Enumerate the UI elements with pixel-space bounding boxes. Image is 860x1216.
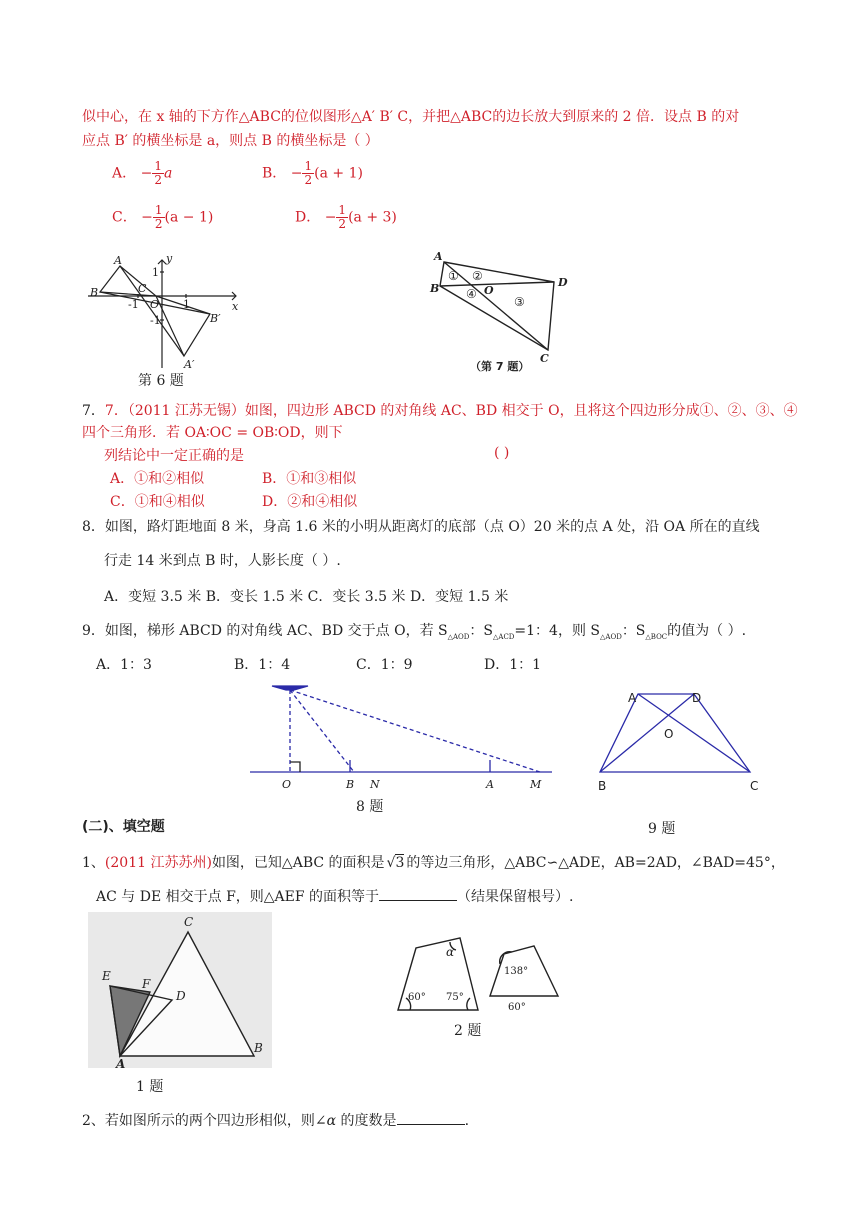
answer-blank-2[interactable] [397,1112,465,1125]
label-y: y [166,252,173,265]
lamp-icon [272,686,308,690]
q6-option-d: D． − $\frac{1}{2}$ (a + 3) [295,203,397,231]
q9-question: 9．如图，梯形 ABCD 的对角线 AC、BD 交于点 O，若 $S_{\triangle AOD}$：$S_{\triangle ACD}=1$：4，则 $S_{\triangle AOD}$：$S_{\triangle BOC}$的值为（ ）. [82,623,747,641]
label-d: D [176,989,186,1003]
label-a: A [116,1057,126,1071]
fill-q2-caption: 2 题 [454,1023,482,1039]
label-d: D [558,276,568,289]
fill-q1-line1: 1、(2011 江苏苏州)如图，已知△ABC 的面积是 √3 的等边三角形，△ABC∽△ADE，AB=2AD，∠BAD=45°， [82,855,785,871]
q8-line1: 8．如图，路灯距地面 8 米，身高 1.6 米的小明从距离灯的底部（点 O）20 米的点 A 处，沿 OA 所在的直线 [82,519,760,535]
fill-q1-figure [88,912,272,1071]
trapezoid-abcd [600,694,750,772]
q7-option-b: B．①和③相似 [262,471,357,487]
q6-option-c: C． − $\frac{1}{2}$ (a − 1) [112,203,214,231]
q7-figure [430,250,580,366]
label-alpha: α [446,945,455,959]
q7-option-d: D．②和④相似 [262,494,358,510]
label-a: A [434,250,443,263]
q6-option-b: B． − $\frac{1}{2}$ (a + 1) [262,159,363,187]
q9-option-b: B．1：4 [234,657,291,673]
q9-figure [592,686,772,796]
label-c: C [540,352,549,365]
fill-q2-question: 2、若如图所示的两个四边形相似，则∠α 的度数是 . [82,1113,470,1129]
q7-option-c: C．①和④相似 [110,494,205,510]
q6-figure [86,252,246,372]
label-a: A [628,691,637,705]
region-3: ③ [514,295,525,309]
label-60-right: 60° [508,1002,526,1013]
region-2: ② [472,269,483,283]
fill-q1-line2: AC 与 DE 相交于点 F，则△AEF 的面积等于 （结果保留根号）. [96,889,574,905]
q6-option-a: A． − $\frac{1}{2}$ a [112,159,173,187]
label-x: x [232,300,239,313]
q7-line3: 列结论中一定正确的是 [104,448,244,464]
label-a: A [486,778,494,791]
label-o: O [484,284,494,297]
label-e: E [102,969,111,983]
label-60-left: 60° [408,992,426,1003]
label-o: O [150,298,160,311]
label-a: A [114,254,122,267]
label-b: B [346,778,355,791]
label-138: 138° [504,966,529,977]
q6-caption: 第 6 题 [138,373,184,389]
q7-paren: ( ) [494,445,510,461]
label-neg1y: -1 [150,314,161,327]
q9-option-a: A．1：3 [96,657,152,673]
label-b: B [90,286,99,299]
label-bp: B′ [210,312,221,325]
label-n: N [370,778,380,791]
q9-option-d: D．1：1 [484,657,542,673]
label-m: M [530,778,542,791]
label-c: C [138,282,147,295]
label-d: D [692,691,702,705]
label-o: O [282,778,292,791]
label-b: B [254,1041,263,1055]
q8-figure [250,676,560,792]
triangle-abc [100,266,156,296]
label-ap: A′ [184,358,195,371]
label-b: B [598,779,607,793]
q7-line1: 7．7．（2011 江苏无锡）如图，四边形 ABCD 的对角线 AC、BD 相交于 O，且将这个四边形分成①、②、③、④ [82,403,798,419]
section-heading: (二)、填空题 [82,819,165,835]
answer-blank-1[interactable] [379,888,457,901]
q7-option-a: A．①和②相似 [110,471,205,487]
label-o: O [664,727,674,741]
q8-caption: 8 题 [356,799,384,815]
q8-line2: 行走 14 米到点 B 时，人影长度（ ）. [104,553,341,569]
label-1x: 1 [183,298,190,311]
label-75: 75° [446,992,464,1003]
q6-line1: 似中心，在 x 轴的下方作△ABC的位似图形△A′ B′ C，并把△ABC的边长放大到原来的 2 倍．设点 B 的对 [82,109,740,125]
q7-line2: 四个三角形．若 OA∶OC = OB∶OD，则下 [82,425,343,441]
label-1y: 1 [152,266,159,279]
label-neg1x: -1 [128,298,139,311]
fill-q1-caption: 1 题 [136,1079,164,1095]
label-b: B [430,282,440,295]
q8-options: A．变短 3.5 米 B．变长 1.5 米 C．变长 3.5 米 D．变短 1.5 米 [104,589,509,605]
label-f: F [142,977,151,991]
q7-caption: （第 7 题） [470,360,530,373]
label-c: C [184,915,194,929]
q6-line2: 应点 B′ 的横坐标是 a，则点 B 的横坐标是（ ） [82,133,379,149]
q9-caption: 9 题 [648,821,676,837]
region-1: ① [448,269,459,283]
fill-q2-figure [390,934,580,1020]
region-4: ④ [466,287,477,301]
label-c: C [750,779,759,793]
q9-option-c: C．1：9 [356,657,413,673]
